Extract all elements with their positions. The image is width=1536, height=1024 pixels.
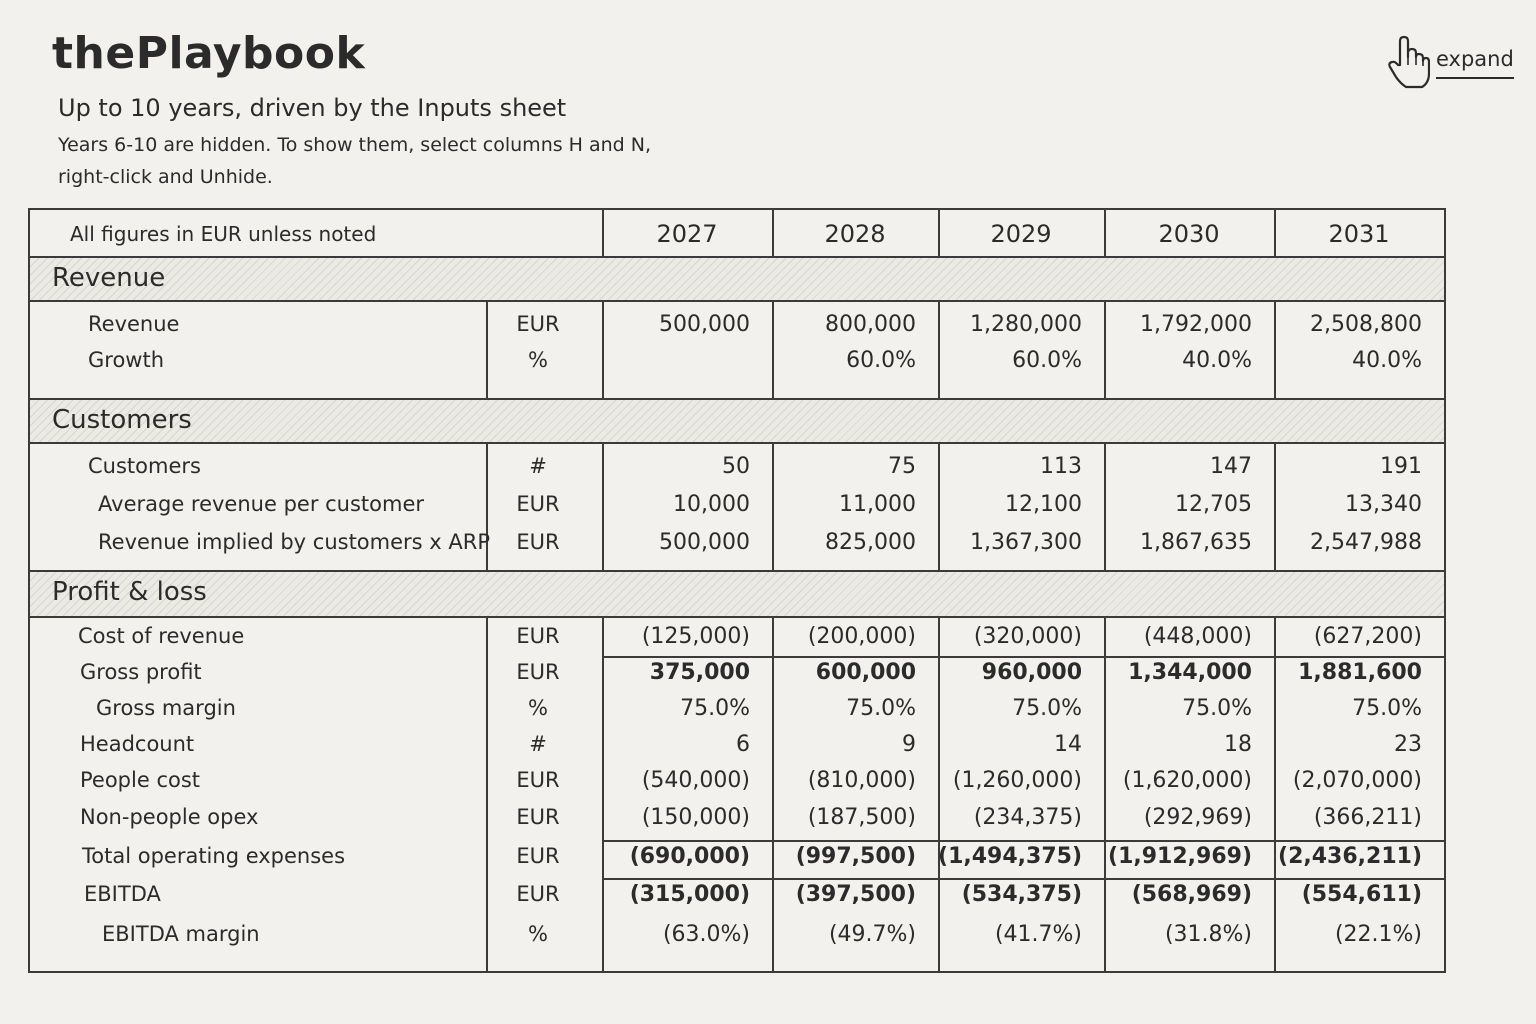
row-label: Total operating expenses (82, 844, 346, 868)
table-cell[interactable]: (292,969) (1143, 805, 1252, 830)
table-cell[interactable]: 50 (722, 454, 750, 479)
table-cell[interactable]: 12,705 (1175, 492, 1252, 517)
table-cell[interactable]: 147 (1210, 454, 1252, 479)
row-unit: EUR (516, 660, 560, 684)
table-cell[interactable]: (187,500) (807, 805, 916, 830)
expand-label: expand (1436, 47, 1514, 78)
table-cell[interactable]: 12,100 (1005, 492, 1082, 517)
table-cell[interactable]: (320,000) (973, 624, 1082, 649)
section-title: Profit & loss (52, 577, 207, 607)
table-cell[interactable]: 6 (736, 732, 750, 757)
row-unit: % (528, 922, 548, 946)
row-unit: # (529, 454, 547, 478)
year-header: 2028 (824, 220, 886, 248)
table-cell[interactable]: (397,500) (795, 882, 916, 907)
table-cell[interactable]: (448,000) (1143, 624, 1252, 649)
table-cell[interactable]: (234,375) (973, 805, 1082, 830)
row-unit: EUR (516, 312, 560, 336)
column-divider (602, 210, 604, 256)
table-cell[interactable]: (150,000) (641, 805, 750, 830)
table-cell[interactable]: 500,000 (659, 530, 750, 555)
table-cell[interactable]: 1,367,300 (970, 530, 1082, 555)
row-label: EBITDA margin (102, 922, 260, 946)
row-label: Cost of revenue (78, 624, 245, 648)
year-header: 2030 (1158, 220, 1220, 248)
column-divider (772, 210, 774, 256)
table-cell[interactable]: 500,000 (659, 312, 750, 337)
row-label: Gross margin (96, 696, 236, 720)
table-cell[interactable]: (366,211) (1313, 805, 1422, 830)
table-cell[interactable]: (315,000) (629, 882, 750, 907)
row-label: People cost (80, 768, 201, 792)
row-label: Revenue implied by customers x ARP (98, 530, 491, 554)
column-divider (938, 210, 940, 256)
table-cell[interactable]: (1,260,000) (952, 768, 1082, 793)
table-cell[interactable]: (1,912,969) (1108, 844, 1252, 869)
row-label: Headcount (80, 732, 195, 756)
table-cell[interactable]: (49.7%) (828, 922, 916, 947)
table-cell[interactable]: (540,000) (641, 768, 750, 793)
row-unit: EUR (516, 805, 560, 829)
table-cell[interactable]: (41.7%) (994, 922, 1082, 947)
table-cell[interactable]: (810,000) (807, 768, 916, 793)
row-unit: % (528, 348, 548, 372)
section-band (30, 400, 1444, 442)
table-cell[interactable]: 1,792,000 (1140, 312, 1252, 337)
table-cell[interactable]: (125,000) (641, 624, 750, 649)
pnl-table (28, 208, 1446, 973)
table-cell[interactable]: (200,000) (807, 624, 916, 649)
row-unit: EUR (516, 624, 560, 648)
table-cell[interactable]: (1,494,375) (938, 844, 1082, 869)
table-cell[interactable]: 113 (1040, 454, 1082, 479)
table-cell[interactable]: 75.0% (1182, 696, 1252, 721)
table-cell[interactable]: 40.0% (1182, 348, 1252, 373)
table-cell[interactable]: 40.0% (1352, 348, 1422, 373)
table-cell[interactable]: 2,547,988 (1310, 530, 1422, 555)
row-label: Non-people opex (80, 805, 259, 829)
table-cell[interactable]: 2,508,800 (1310, 312, 1422, 337)
column-divider (1274, 210, 1276, 256)
table-caption: All figures in EUR unless noted (70, 222, 377, 246)
section-title: Customers (52, 405, 192, 435)
table-cell[interactable]: 1,867,635 (1140, 530, 1252, 555)
table-cell[interactable]: 1,881,600 (1298, 660, 1422, 685)
table-cell[interactable]: 75 (888, 454, 916, 479)
table-cell[interactable]: (554,611) (1301, 882, 1422, 907)
table-cell[interactable]: (690,000) (629, 844, 750, 869)
table-cell[interactable]: 60.0% (846, 348, 916, 373)
table-cell[interactable]: 375,000 (649, 660, 750, 685)
row-label: Growth (88, 348, 165, 372)
row-label: Revenue (88, 312, 180, 336)
table-cell[interactable]: 960,000 (981, 660, 1082, 685)
section-band (30, 258, 1444, 300)
table-cell[interactable]: (627,200) (1313, 624, 1422, 649)
row-unit: % (528, 696, 548, 720)
year-header: 2027 (656, 220, 718, 248)
table-cell[interactable]: (1,620,000) (1122, 768, 1252, 793)
table-cell[interactable]: 825,000 (825, 530, 916, 555)
table-cell[interactable]: 800,000 (825, 312, 916, 337)
table-cell[interactable]: 13,340 (1345, 492, 1422, 517)
row-label: Gross profit (80, 660, 202, 684)
table-cell[interactable]: 1,344,000 (1128, 660, 1252, 685)
subtotal-rule (602, 878, 1444, 880)
table-cell[interactable]: 23 (1394, 732, 1422, 757)
row-unit: EUR (516, 844, 560, 868)
section-divider (30, 300, 1444, 302)
section-band (30, 572, 1444, 616)
row-unit: EUR (516, 492, 560, 516)
row-unit: EUR (516, 768, 560, 792)
section-title: Revenue (52, 263, 166, 293)
table-cell[interactable]: 191 (1380, 454, 1422, 479)
table-cell[interactable]: 11,000 (839, 492, 916, 517)
expand-button[interactable] (1386, 34, 1514, 92)
table-cell[interactable]: 1,280,000 (970, 312, 1082, 337)
table-cell[interactable]: 75.0% (1012, 696, 1082, 721)
table-cell[interactable]: (31.8%) (1164, 922, 1252, 947)
hidden-years-note-continued: right-click and Unhide. (58, 166, 273, 188)
table-cell[interactable]: 10,000 (673, 492, 750, 517)
pointing-hand-icon (1386, 35, 1430, 91)
table-cell[interactable]: (534,375) (961, 882, 1082, 907)
row-unit: EUR (516, 882, 560, 906)
hidden-years-note: Years 6-10 are hidden. To show them, select columns H and N, (58, 134, 652, 156)
table-cell[interactable]: (63.0%) (662, 922, 750, 947)
subtotal-rule (602, 840, 1444, 842)
row-unit: EUR (516, 530, 560, 554)
page-title: thePlaybook (52, 28, 366, 79)
table-cell[interactable]: 18 (1224, 732, 1252, 757)
table-cell[interactable]: 14 (1054, 732, 1082, 757)
table-cell[interactable]: 75.0% (846, 696, 916, 721)
table-cell[interactable]: (2,070,000) (1292, 768, 1422, 793)
table-cell[interactable]: (2,436,211) (1278, 844, 1422, 869)
row-label: Customers (88, 454, 201, 478)
section-divider (30, 442, 1444, 444)
row-unit: # (529, 732, 547, 756)
subtotal-rule (602, 656, 1444, 658)
row-label: Average revenue per customer (98, 492, 425, 516)
table-cell[interactable]: (22.1%) (1334, 922, 1422, 947)
year-header: 2031 (1328, 220, 1390, 248)
table-cell[interactable]: (997,500) (795, 844, 916, 869)
table-cell[interactable]: 60.0% (1012, 348, 1082, 373)
column-divider (1104, 210, 1106, 256)
table-cell[interactable]: 9 (902, 732, 916, 757)
year-header: 2029 (990, 220, 1052, 248)
table-cell[interactable]: 600,000 (815, 660, 916, 685)
table-cell[interactable]: (568,969) (1131, 882, 1252, 907)
table-cell[interactable]: 75.0% (1352, 696, 1422, 721)
row-label: EBITDA (84, 882, 161, 906)
page-subtitle: Up to 10 years, driven by the Inputs sheet (58, 94, 567, 122)
section-divider (30, 616, 1444, 618)
table-cell[interactable]: 75.0% (680, 696, 750, 721)
